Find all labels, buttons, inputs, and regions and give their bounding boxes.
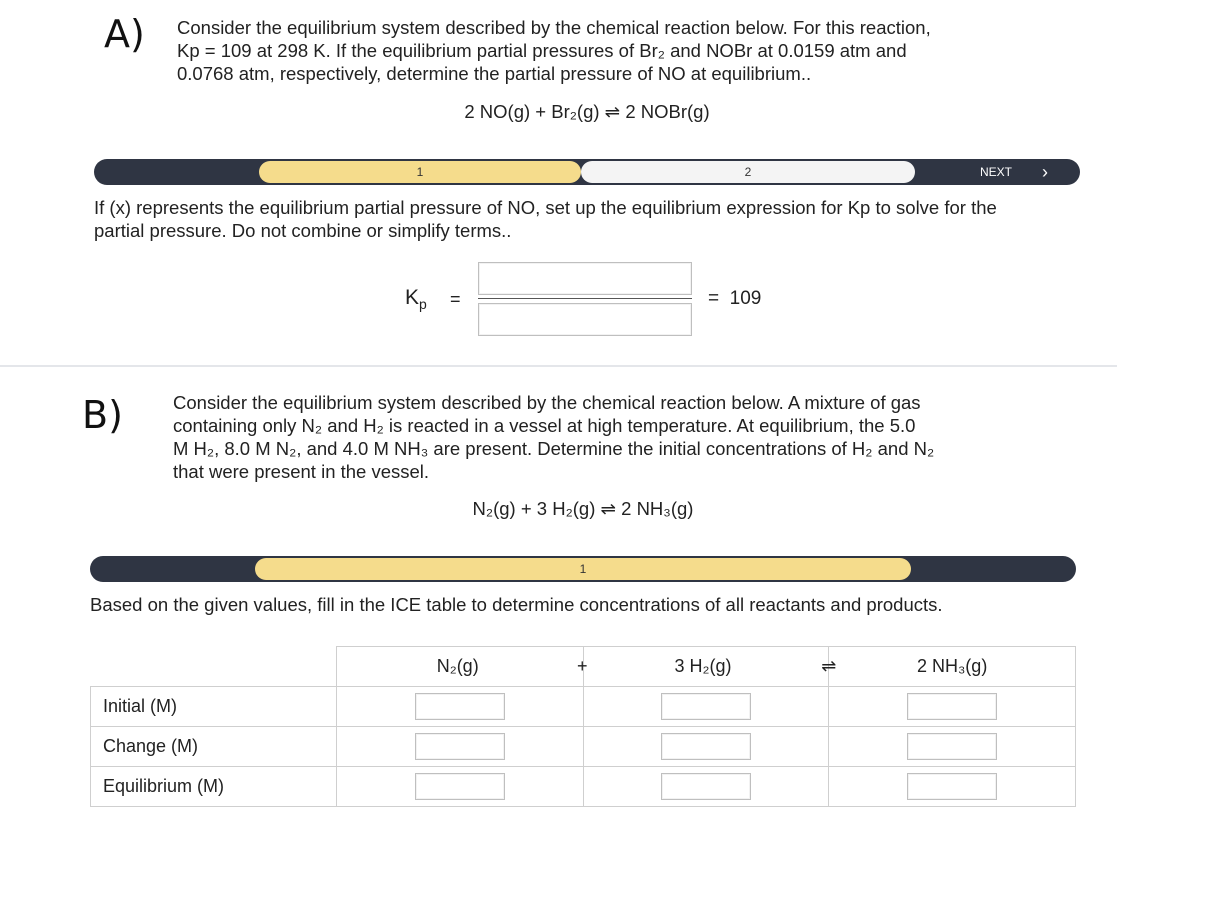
instruction-line: partial pressure. Do not combine or simplify terms..	[94, 220, 512, 241]
plus-sign: +	[576, 656, 588, 676]
equilibrium-nh3-input[interactable]	[907, 773, 997, 800]
ice-cell	[829, 767, 1076, 807]
initial-nh3-input[interactable]	[907, 693, 997, 720]
ice-cell	[336, 727, 583, 767]
initial-h2-input[interactable]	[661, 693, 751, 720]
row-label: Initial (M)	[91, 687, 337, 727]
fraction-bar	[478, 298, 692, 299]
part-b-question	[173, 391, 1073, 483]
part-a-label: A)	[104, 12, 145, 56]
ice-corner-cell	[91, 647, 337, 687]
part-a-instruction	[94, 196, 1094, 242]
next-button[interactable]	[966, 159, 1074, 185]
ice-cell	[829, 727, 1076, 767]
ice-cell	[336, 687, 583, 727]
ice-cell	[583, 767, 829, 807]
ice-row-change	[91, 727, 1076, 767]
step-progress-bar-b	[90, 556, 1076, 582]
step-2-tab[interactable]	[581, 161, 915, 183]
kp-symbol	[405, 286, 427, 312]
equals-sign: =	[450, 289, 461, 309]
step-1-label: 1	[416, 165, 424, 179]
kp-value: 109	[729, 288, 762, 309]
numerator-input[interactable]	[478, 262, 692, 295]
part-b-label: B)	[82, 393, 123, 437]
step-progress-bar-a	[94, 159, 1080, 185]
reaction-equation-a: 2 NO(g) + Br₂(g) ⇌ 2 NOBr(g)	[464, 101, 710, 122]
denominator-input[interactable]	[478, 303, 692, 336]
ice-header-row	[91, 647, 1076, 687]
initial-n2-input[interactable]	[415, 693, 505, 720]
row-label: Equilibrium (M)	[91, 767, 337, 807]
h2-header-label: 3 H₂(g)	[674, 656, 732, 676]
question-line: 0.0768 atm, respectively, determine the partial pressure of NO at equilibrium..	[177, 63, 812, 84]
reaction-equation-b: N₂(g) + 3 H₂(g) ⇌ 2 NH₃(g)	[472, 498, 694, 519]
ice-cell	[583, 727, 829, 767]
question-line: that were present in the vessel.	[173, 461, 430, 482]
row-label: Change (M)	[91, 727, 337, 767]
n2-header-label: N₂(g)	[436, 656, 479, 676]
step-2-label: 2	[744, 165, 752, 179]
equilibrium-h2-input[interactable]	[661, 773, 751, 800]
next-label: NEXT	[980, 165, 1013, 179]
question-line: Consider the equilibrium system described by the chemical reaction below. A mixture of gas	[173, 392, 921, 413]
change-n2-input[interactable]	[415, 733, 505, 760]
ice-row-initial	[91, 687, 1076, 727]
step-1-tab[interactable]	[259, 161, 581, 183]
equilibrium-n2-input[interactable]	[415, 773, 505, 800]
ice-header-nh3	[829, 647, 1076, 687]
nh3-header-label: 2 NH₃(g)	[916, 656, 988, 676]
section-divider	[0, 365, 1117, 367]
step-1-label: 1	[579, 562, 587, 576]
question-line: containing only N₂ and H₂ is reacted in a vessel at high temperature. At equilibrium, the 5.0	[173, 415, 916, 436]
ice-cell	[336, 767, 583, 807]
equilibrium-arrow-icon: ⇌	[821, 656, 837, 676]
change-nh3-input[interactable]	[907, 733, 997, 760]
equals-sign-2: =	[708, 288, 720, 309]
question-line: Kp = 109 at 298 K. If the equilibrium partial pressures of Br₂ and NOBr at 0.0159 atm and	[177, 40, 907, 61]
kp-value-display	[708, 288, 761, 310]
chevron-right-icon: ›	[1042, 161, 1049, 182]
ice-table	[90, 646, 1076, 807]
instruction-line: If (x) represents the equilibrium partial pressure of NO, set up the equilibrium expression for Kp to solve for the	[94, 197, 997, 218]
ice-cell	[829, 687, 1076, 727]
kp-subscript: p	[419, 296, 427, 313]
step-1-tab[interactable]	[255, 558, 911, 580]
question-line: Consider the equilibrium system described by the chemical reaction below. For this reaction,	[177, 17, 931, 38]
kp-letter: K	[405, 286, 420, 309]
part-b-instruction: Based on the given values, fill in the ICE table to determine concentrations of all reactants and products.	[90, 594, 943, 615]
ice-row-equilibrium	[91, 767, 1076, 807]
part-a-question	[177, 16, 1077, 85]
change-h2-input[interactable]	[661, 733, 751, 760]
ice-header-h2	[583, 647, 837, 687]
ice-cell	[583, 687, 829, 727]
question-line: M H₂, 8.0 M N₂, and 4.0 M NH₃ are present. Determine the initial concentrations of H₂ and N₂	[173, 438, 935, 459]
ice-header-n2	[336, 647, 588, 687]
